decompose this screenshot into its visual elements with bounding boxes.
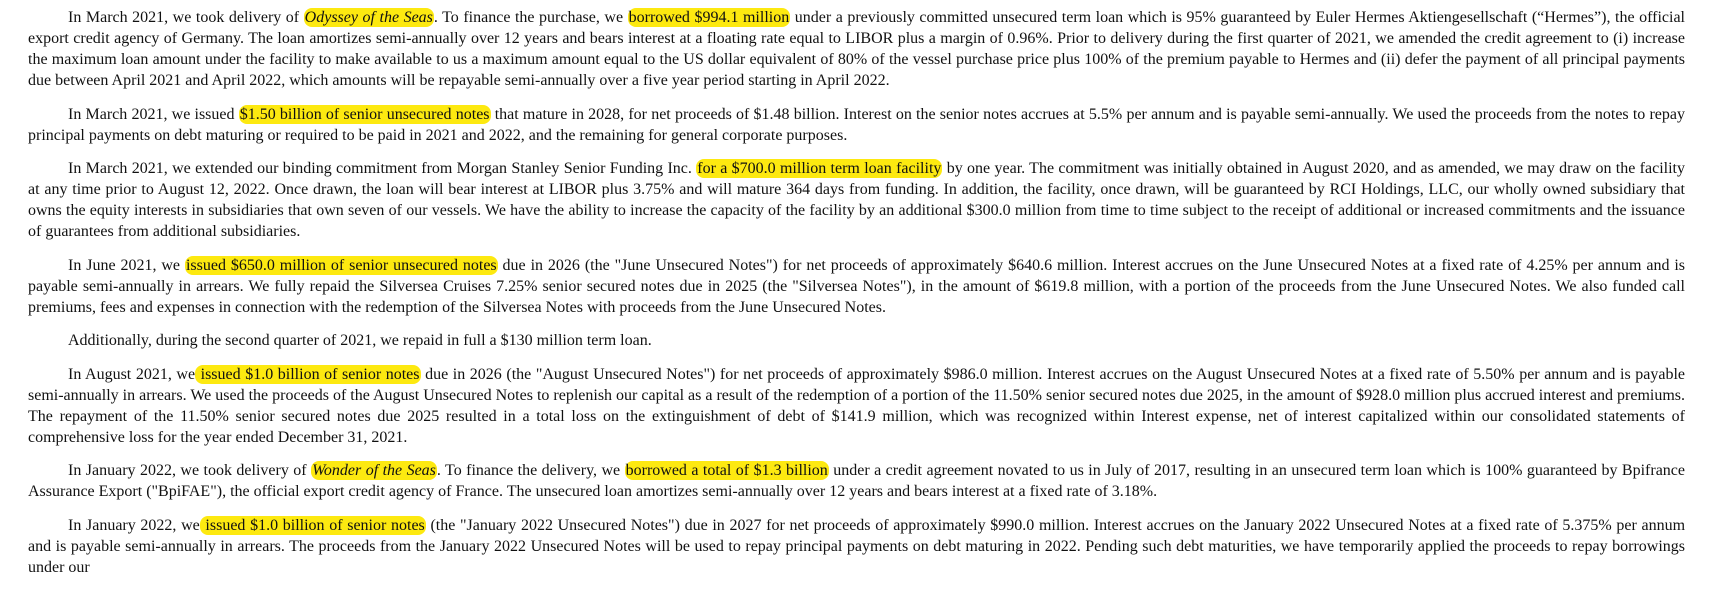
text: In August 2021, we: [68, 365, 196, 383]
text: (the "January 2022 Unsecured Notes") due in 2027 for net proceeds of approximately $990.0 million. Interest accrues on the January 2022 Unsecured Notes at a fixed rate of 5.375% per annum and is payable semi-annually in arrears. The proceeds from the January 2022 Unsecured Notes will be used to repay principal payments on debt maturing in 2022. Pending such debt maturities, we have temporarily applied the proceeds to repay borrowings under our: [28, 516, 1686, 576]
text: In January 2022, we: [68, 516, 200, 534]
text: due in 2026 (the "August Unsecured Notes") for net proceeds of approximately $986.0 million. Interest accrues on the August Unsecured Notes at a fixed rate of 5.50% per annum and is payable semi-annually in arrears. We used the proceeds of the August Unsecured Notes to replenish our capital as a result of the redemption of a portion of the 11.50% senior secured notes due 2025, in the amount of $928.0 million plus accrued interest and premiums. The repayment of the 11.50% senior secured notes due 2025 resulted in a total loss on the extinguishment of debt of $141.9 million, which was recognized within Interest expense, net of interest capitalized within our consolidated statements of comprehensive loss for the year ended December 31, 2021.: [28, 365, 1686, 446]
text: under a previously committed unsecured term loan which is 95% guaranteed by Euler Hermes Aktiengesellschaft (“Hermes”), the official export credit agency of Germany. The loan amortizes semi-annually over 12 years and bears interest at a floating rate equal to LIBOR plus a margin of 0.96%. Prior to delivery during the first quarter of 2021, we amended the credit agreement to (i) increase the maximum loan amount under the facility to make available to us a maximum amount equal to the US dollar equivalent of 80% of the vessel purchase price plus 100% of the premium payable to Hermes and (ii) defer the payment of all principal payments due between April 2021 and April 2022, which amounts will be repayable semi-annually over a five year period starting in April 2022.: [28, 9, 1685, 89]
paragraph-march-senior-notes: [28, 104, 1685, 146]
text: In March 2021, we extended our binding commitment from Morgan Stanley Senior Funding Inc.: [68, 160, 697, 177]
text: due in 2026 (the "June Unsecured Notes") for net proceeds of approximately $640.6 million. Interest accrues on the June Unsecured Notes at a fixed rate of 4.25% per annum and is payable semi-annually in arrears. We fully repaid the Silversea Cruises 7.25% senior secured notes due in 2025 (the "Silversea Notes"), in the amount of $619.8 million, with a portion of the proceeds from the June Unsecured Notes. We also funded call premiums, fees and expenses in connection with the redemption of the Silversea Notes with proceeds from the June Unsecured Notes.: [28, 256, 1686, 316]
paragraph-term-loan-repaid: [28, 330, 1685, 351]
highlight-amount: issued $1.0 billion of senior notes: [196, 365, 420, 383]
highlight-amount: borrowed $994.1 million: [628, 9, 790, 26]
highlight-amount: borrowed a total of $1.3 billion: [625, 462, 828, 479]
text: by one year. The commitment was initially obtained in August 2020, and as amended, we may draw on the facility at any time prior to August 12, 2022. Once drawn, the loan will bear interest at LIBOR plus 3.75% and will mature 364 days from funding. In addition, the facility, once drawn, will be guaranteed by RCI Holdings, LLC, our wholly owned subsidiary that owns the equity interests in subsidiaries that own seven of our vessels. We have the ability to increase the capacity of the facility by an additional $300.0 million from time to time subject to the receipt of additional or increased commitments and the issuance of guarantees from additional subsidiaries.: [28, 160, 1685, 240]
text: Additionally, during the second quarter of 2021, we repaid in full a $130 million term loan.: [68, 332, 652, 349]
text: . To finance the purchase, we: [433, 9, 628, 26]
paragraph-odyssey-delivery: [28, 7, 1685, 91]
paragraph-wonder-delivery: [28, 460, 1685, 502]
text: . To finance the delivery, we: [436, 462, 625, 479]
highlight-amount: $1.50 billion of senior unsecured notes: [239, 105, 490, 123]
highlight-vessel-name: Odyssey of the Seas: [304, 9, 433, 26]
highlight-amount: issued $650.0 million of senior unsecured notes: [185, 256, 497, 274]
highlight-amount: issued $1.0 billion of senior notes: [200, 516, 425, 534]
text: In June 2021, we: [68, 256, 185, 274]
paragraph-january-unsecured-notes: [28, 515, 1685, 578]
paragraph-august-unsecured-notes: [28, 364, 1685, 448]
highlight-vessel-name: Wonder of the Seas: [312, 462, 436, 479]
text: In March 2021, we issued: [68, 105, 239, 123]
document-body: [28, 7, 1685, 590]
paragraph-june-unsecured-notes: [28, 255, 1685, 318]
text: that mature in 2028, for net proceeds of $1.48 billion. Interest on the senior notes accrues at 5.5% per annum and is payable semi-annually. We used the proceeds from the notes to repay principal payments on debt maturing or required to be paid in 2021 and 2022, and the remaining for general corporate purposes.: [28, 105, 1686, 144]
paragraph-morgan-stanley-facility: [28, 158, 1685, 242]
text: In January 2022, we took delivery of: [68, 462, 312, 479]
highlight-amount: for a $700.0 million term loan facility: [697, 160, 942, 177]
text: under a credit agreement novated to us in July of 2017, resulting in an unsecured term loan which is 100% guaranteed by Bpifrance Assurance Export ("BpiFAE"), the official export credit agency of France. The unsecured loan amortizes semi-annually over 12 years and bears interest at a fixed rate of 3.18%.: [28, 462, 1685, 500]
text: In March 2021, we took delivery of: [68, 9, 304, 26]
